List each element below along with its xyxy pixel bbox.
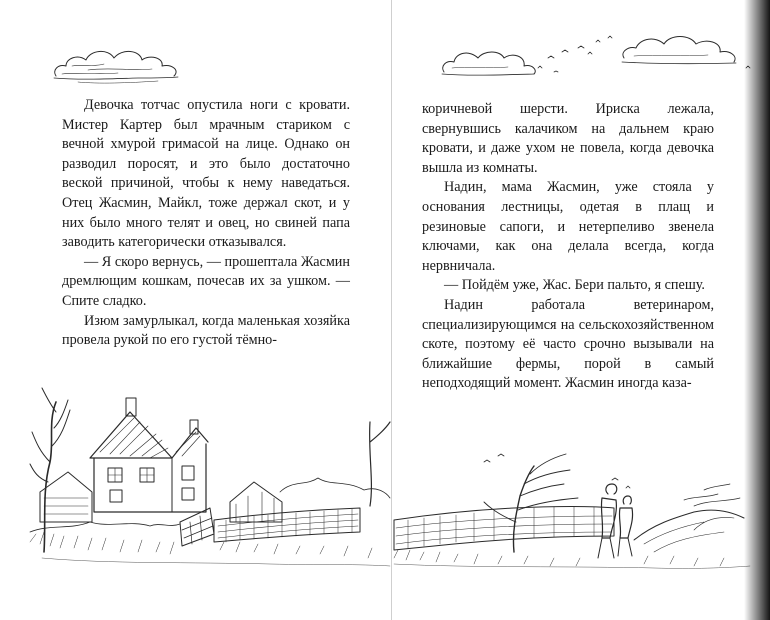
paragraph: — Пойдём уже, Жас. Бери пальто, я спешу.: [444, 277, 705, 294]
paragraph: коричневой шерсти. Ириска лежала, свернувшись калачиком на дальнем краю кровати, и даже ухом не повела, когда девочка вышла из комнаты.: [422, 101, 714, 176]
paragraph: Изюм замурлыкал, когда маленькая хозяйка провела рукой по его густой тёмно-: [62, 312, 350, 349]
windy-hill-illustration-icon: [394, 440, 750, 570]
left-page-text: [62, 96, 350, 351]
paragraph: — Я скоро вернусь, — прошептала Жасмин дремлющим кошкам, почесав их за ушком. — Спите сладко.: [62, 253, 350, 309]
paragraph: Надин работала ветеринаром, специализирующимся на сельскохозяйственном скоте, поэтому её часто срочно вызывали на ближайшие фермы, порой в самый неподходящий момент. Жасмин иногда каза-: [422, 296, 714, 392]
book-gutter: [391, 0, 392, 620]
paragraph: Надин, мама Жасмин, уже стояла у основания лестницы, одетая в плащ и резиновые сапоги, и нетерпеливо звенела ключами, как она делала всегда, когда нервничала.: [422, 179, 714, 274]
farmhouse-illustration-icon: [30, 382, 390, 572]
cloud-with-birds-icon: [438, 28, 758, 88]
cloud-sketch-icon: [48, 40, 198, 90]
right-page-text: [422, 100, 714, 394]
paragraph: Девочка тотчас опустила ноги с кровати. Мистер Картер был мрачным стариком с вечной хмурой гримасой на лице. Однако он разводил поросят, и это было достаточно веской причиной, чтобы к нему наведаться. Отец Жасмин, Майкл, тоже держал скот, и у них было много телят и овец, но свиней папа заводить категорически отказывался.: [62, 97, 350, 251]
page-edge-shadow: [744, 0, 770, 620]
